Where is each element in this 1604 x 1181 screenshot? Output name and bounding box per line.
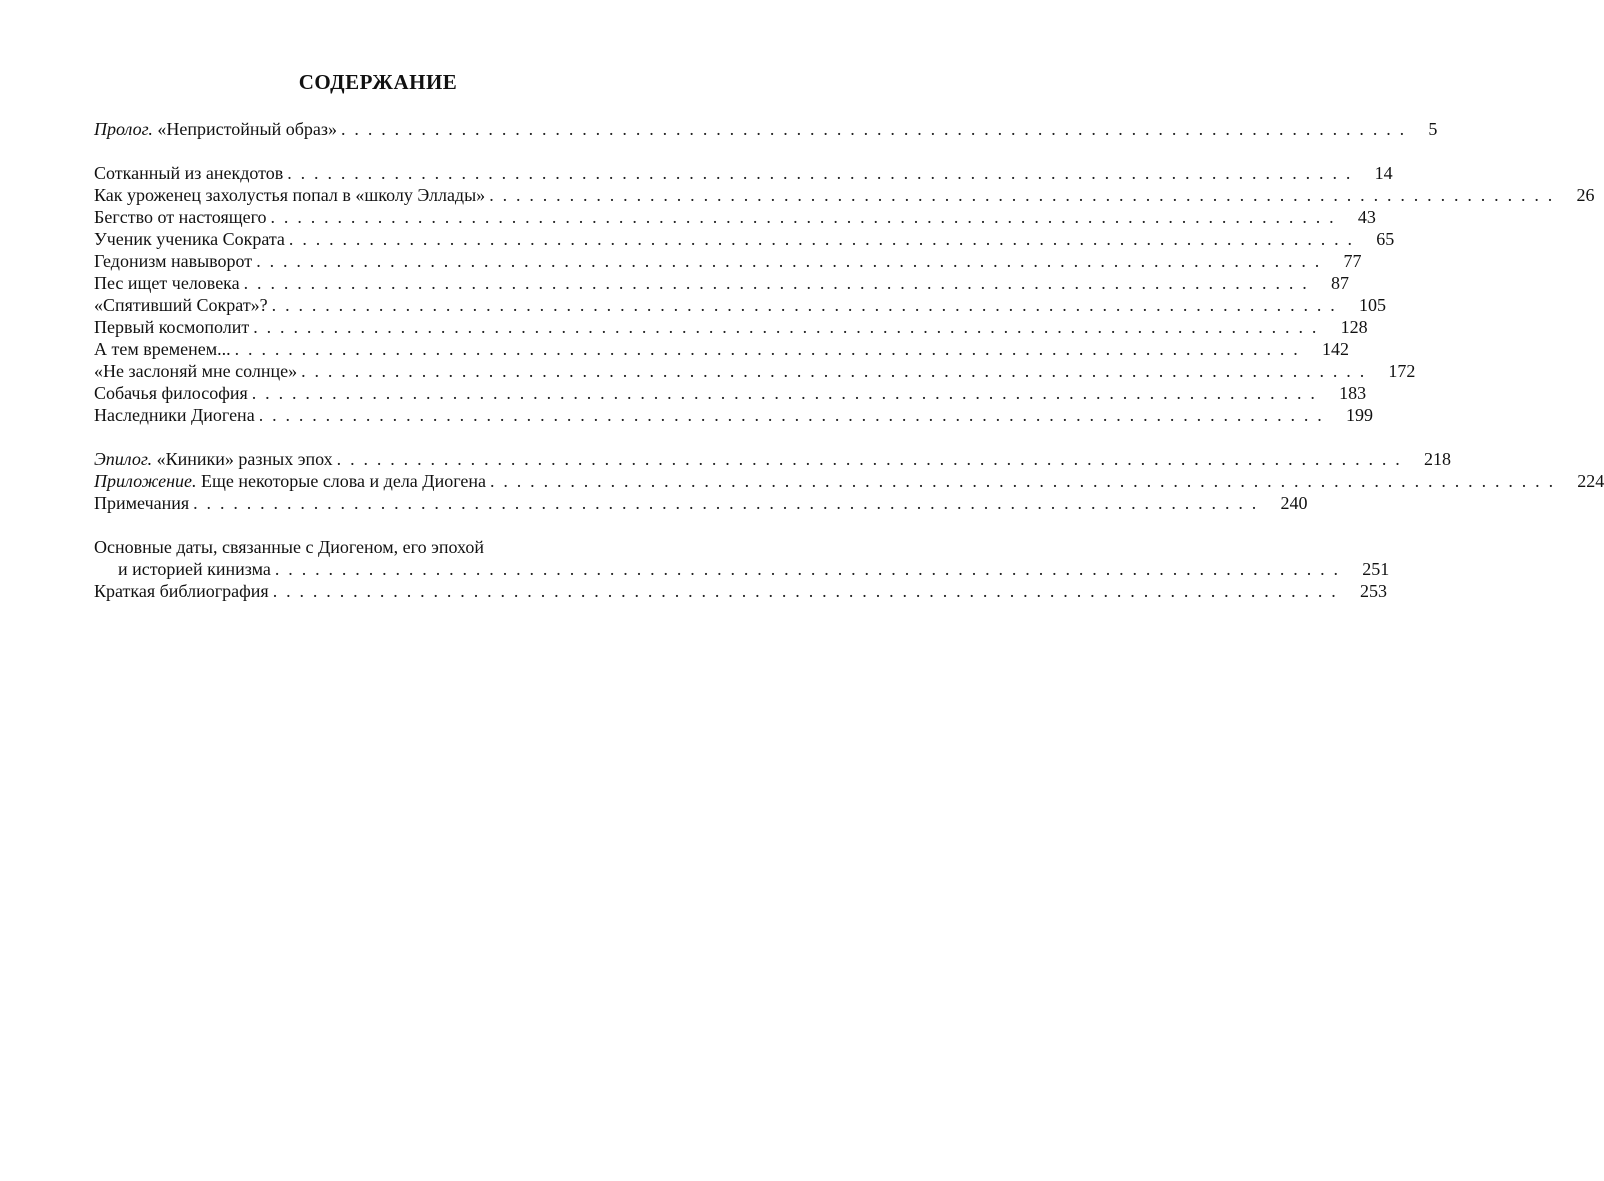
toc-entry-label: Гедонизм навыворот	[94, 251, 253, 271]
dot-leader: . . . . . . . . . . . . . . . . . . . . . . . . . . . . . . . . . . . . . . . . . . . . . . . . . . . . . . . . . . . . . . . . . . . . . . . . . . . . . . . .	[234, 339, 1300, 359]
toc-page-number: 224	[1577, 471, 1604, 491]
toc-entry	[94, 228, 1395, 250]
toc-page-number: 26	[1576, 185, 1595, 205]
page-title: СОДЕРЖАНИЕ	[298, 70, 458, 94]
toc-group-reference	[94, 536, 1390, 602]
toc-entry-label: А тем временем...	[94, 339, 231, 359]
toc-entry-label: Бегство от настоящего	[94, 207, 267, 227]
toc-entry-label: Краткая библиография	[94, 581, 269, 601]
dot-leader: . . . . . . . . . . . . . . . . . . . . . . . . . . . . . . . . . . . . . . . . . . . . . . . . . . . . . . . . . . . . . . . . . . . . . . . . . . . . . . . .	[258, 405, 1324, 425]
dot-leader: . . . . . . . . . . . . . . . . . . . . . . . . . . . . . . . . . . . . . . . . . . . . . . . . . . . . . . . . . . . . . . . . . . . . . . . . . . . . . . . .	[341, 119, 1407, 139]
toc-page-number: 77	[1343, 251, 1362, 271]
toc-page-number: 14	[1374, 163, 1393, 183]
toc-page-number: 199	[1346, 405, 1373, 425]
toc-page-number: 183	[1339, 383, 1367, 403]
toc-entry	[94, 470, 1604, 492]
toc-entry-label	[94, 470, 486, 492]
toc-page-number: 105	[1358, 295, 1386, 315]
toc-group-chapters	[94, 162, 1595, 426]
dot-leader: . . . . . . . . . . . . . . . . . . . . . . . . . . . . . . . . . . . . . . . . . . . . . . . . . . . . . . . . . . . . . . . . . . . . . . . . . . . . . . . .	[193, 493, 1259, 513]
toc-entry	[94, 316, 1368, 338]
dot-leader: . . . . . . . . . . . . . . . . . . . . . . . . . . . . . . . . . . . . . . . . . . . . . . . . . . . . . . . . . . . . . . . . . . . . . . . . . . . . . . . .	[489, 471, 1556, 491]
toc-entry	[94, 338, 1349, 360]
toc-entry-prefix: Приложение.	[94, 471, 197, 491]
toc-entry	[94, 272, 1349, 294]
table-of-contents	[94, 118, 1604, 624]
dot-leader: . . . . . . . . . . . . . . . . . . . . . . . . . . . . . . . . . . . . . . . . . . . . . . . . . . . . . . . . . . . . . . . . . . . . . . . . . . . . . . . .	[271, 295, 1337, 315]
toc-entry	[94, 162, 1393, 184]
toc-page-number: 251	[1362, 559, 1390, 579]
toc-entry-label: Пес ищет человека	[94, 273, 240, 293]
toc-entry-label: Примечания	[94, 493, 190, 513]
dot-leader: . . . . . . . . . . . . . . . . . . . . . . . . . . . . . . . . . . . . . . . . . . . . . . . . . . . . . . . . . . . . . . . . . . . . . . . . . . . . . . . .	[288, 229, 1355, 249]
toc-entry	[94, 206, 1376, 228]
toc-entry-title: «Непристойный образ»	[152, 119, 338, 139]
toc-entry-prefix: Пролог.	[94, 119, 153, 139]
toc-entry	[94, 558, 1390, 580]
toc-page-number: 142	[1321, 339, 1349, 359]
dot-leader: . . . . . . . . . . . . . . . . . . . . . . . . . . . . . . . . . . . . . . . . . . . . . . . . . . . . . . . . . . . . . . . . . . . . . . . . . . . . . . . .	[270, 207, 1336, 227]
toc-entry-label: «Спятивший Сократ»?	[94, 295, 268, 315]
dot-leader: . . . . . . . . . . . . . . . . . . . . . . . . . . . . . . . . . . . . . . . . . . . . . . . . . . . . . . . . . . . . . . . . . . . . . . . . . . . . . . . .	[489, 185, 1555, 205]
toc-entry-label: Первый космополит	[94, 317, 250, 337]
toc-entry	[94, 448, 1451, 470]
toc-entry-prefix: Эпилог.	[94, 449, 153, 469]
toc-entry-title: Еще некоторые слова и дела Диогена	[196, 471, 486, 491]
toc-entry	[94, 360, 1416, 382]
toc-entry	[94, 118, 1438, 140]
toc-page-number: 253	[1360, 581, 1388, 601]
toc-entry-label	[94, 118, 337, 140]
toc-page-number: 218	[1423, 449, 1451, 469]
toc-entry-label: Ученик ученика Сократа	[94, 229, 285, 249]
toc-page-number: 5	[1428, 119, 1438, 139]
toc-entry	[94, 294, 1386, 316]
toc-entry	[94, 250, 1362, 272]
toc-entry-label: «Не заслоняй мне солнце»	[94, 361, 298, 381]
toc-entry-label: Наследники Диогена	[94, 405, 255, 425]
toc-group-appendix	[94, 448, 1604, 514]
dot-leader: . . . . . . . . . . . . . . . . . . . . . . . . . . . . . . . . . . . . . . . . . . . . . . . . . . . . . . . . . . . . . . . . . . . . . . . . . . . . . . . .	[336, 449, 1402, 469]
toc-entry-label: Собачья философия	[94, 383, 248, 403]
dot-leader: . . . . . . . . . . . . . . . . . . . . . . . . . . . . . . . . . . . . . . . . . . . . . . . . . . . . . . . . . . . . . . . . . . . . . . . . . . . . . . . .	[301, 361, 1367, 381]
toc-entry	[94, 184, 1595, 206]
toc-entry-label	[94, 448, 333, 470]
toc-page-number: 240	[1280, 493, 1308, 513]
dot-leader: . . . . . . . . . . . . . . . . . . . . . . . . . . . . . . . . . . . . . . . . . . . . . . . . . . . . . . . . . . . . . . . . . . . . . . . . . . . . . . . .	[274, 559, 1341, 579]
toc-entry-label: Как уроженец захолустья попал в «школу Эллады»	[94, 185, 486, 205]
dot-leader: . . . . . . . . . . . . . . . . . . . . . . . . . . . . . . . . . . . . . . . . . . . . . . . . . . . . . . . . . . . . . . . . . . . . . . . . . . . . . . . .	[272, 581, 1339, 601]
toc-entry-title: «Киники» разных эпох	[152, 449, 333, 469]
toc-page-number: 87	[1330, 273, 1349, 293]
toc-page-number: 43	[1357, 207, 1376, 227]
toc-page-number: 65	[1376, 229, 1395, 249]
dot-leader: . . . . . . . . . . . . . . . . . . . . . . . . . . . . . . . . . . . . . . . . . . . . . . . . . . . . . . . . . . . . . . . . . . . . . . . . . . . . . . . .	[243, 273, 1309, 293]
toc-page-number: 172	[1388, 361, 1416, 381]
toc-entry-label: Сотканный из анекдотов	[94, 163, 284, 183]
toc-entry	[94, 404, 1373, 426]
toc-entry-first-line: Основные даты, связанные с Диогеном, его эпохой	[94, 537, 484, 557]
toc-page-number: 128	[1340, 317, 1368, 337]
dot-leader: . . . . . . . . . . . . . . . . . . . . . . . . . . . . . . . . . . . . . . . . . . . . . . . . . . . . . . . . . . . . . . . . . . . . . . . . . . . . . . . .	[251, 383, 1318, 403]
toc-group-prologue	[94, 118, 1438, 140]
toc-entry	[94, 382, 1367, 404]
toc-entry-label: и историей кинизма	[118, 559, 271, 579]
dot-leader: . . . . . . . . . . . . . . . . . . . . . . . . . . . . . . . . . . . . . . . . . . . . . . . . . . . . . . . . . . . . . . . . . . . . . . . . . . . . . . . .	[287, 163, 1353, 183]
toc-entry	[94, 580, 1388, 602]
dot-leader: . . . . . . . . . . . . . . . . . . . . . . . . . . . . . . . . . . . . . . . . . . . . . . . . . . . . . . . . . . . . . . . . . . . . . . . . . . . . . . . .	[253, 317, 1319, 337]
dot-leader: . . . . . . . . . . . . . . . . . . . . . . . . . . . . . . . . . . . . . . . . . . . . . . . . . . . . . . . . . . . . . . . . . . . . . . . . . . . . . . . .	[256, 251, 1322, 271]
toc-entry	[94, 492, 1308, 514]
